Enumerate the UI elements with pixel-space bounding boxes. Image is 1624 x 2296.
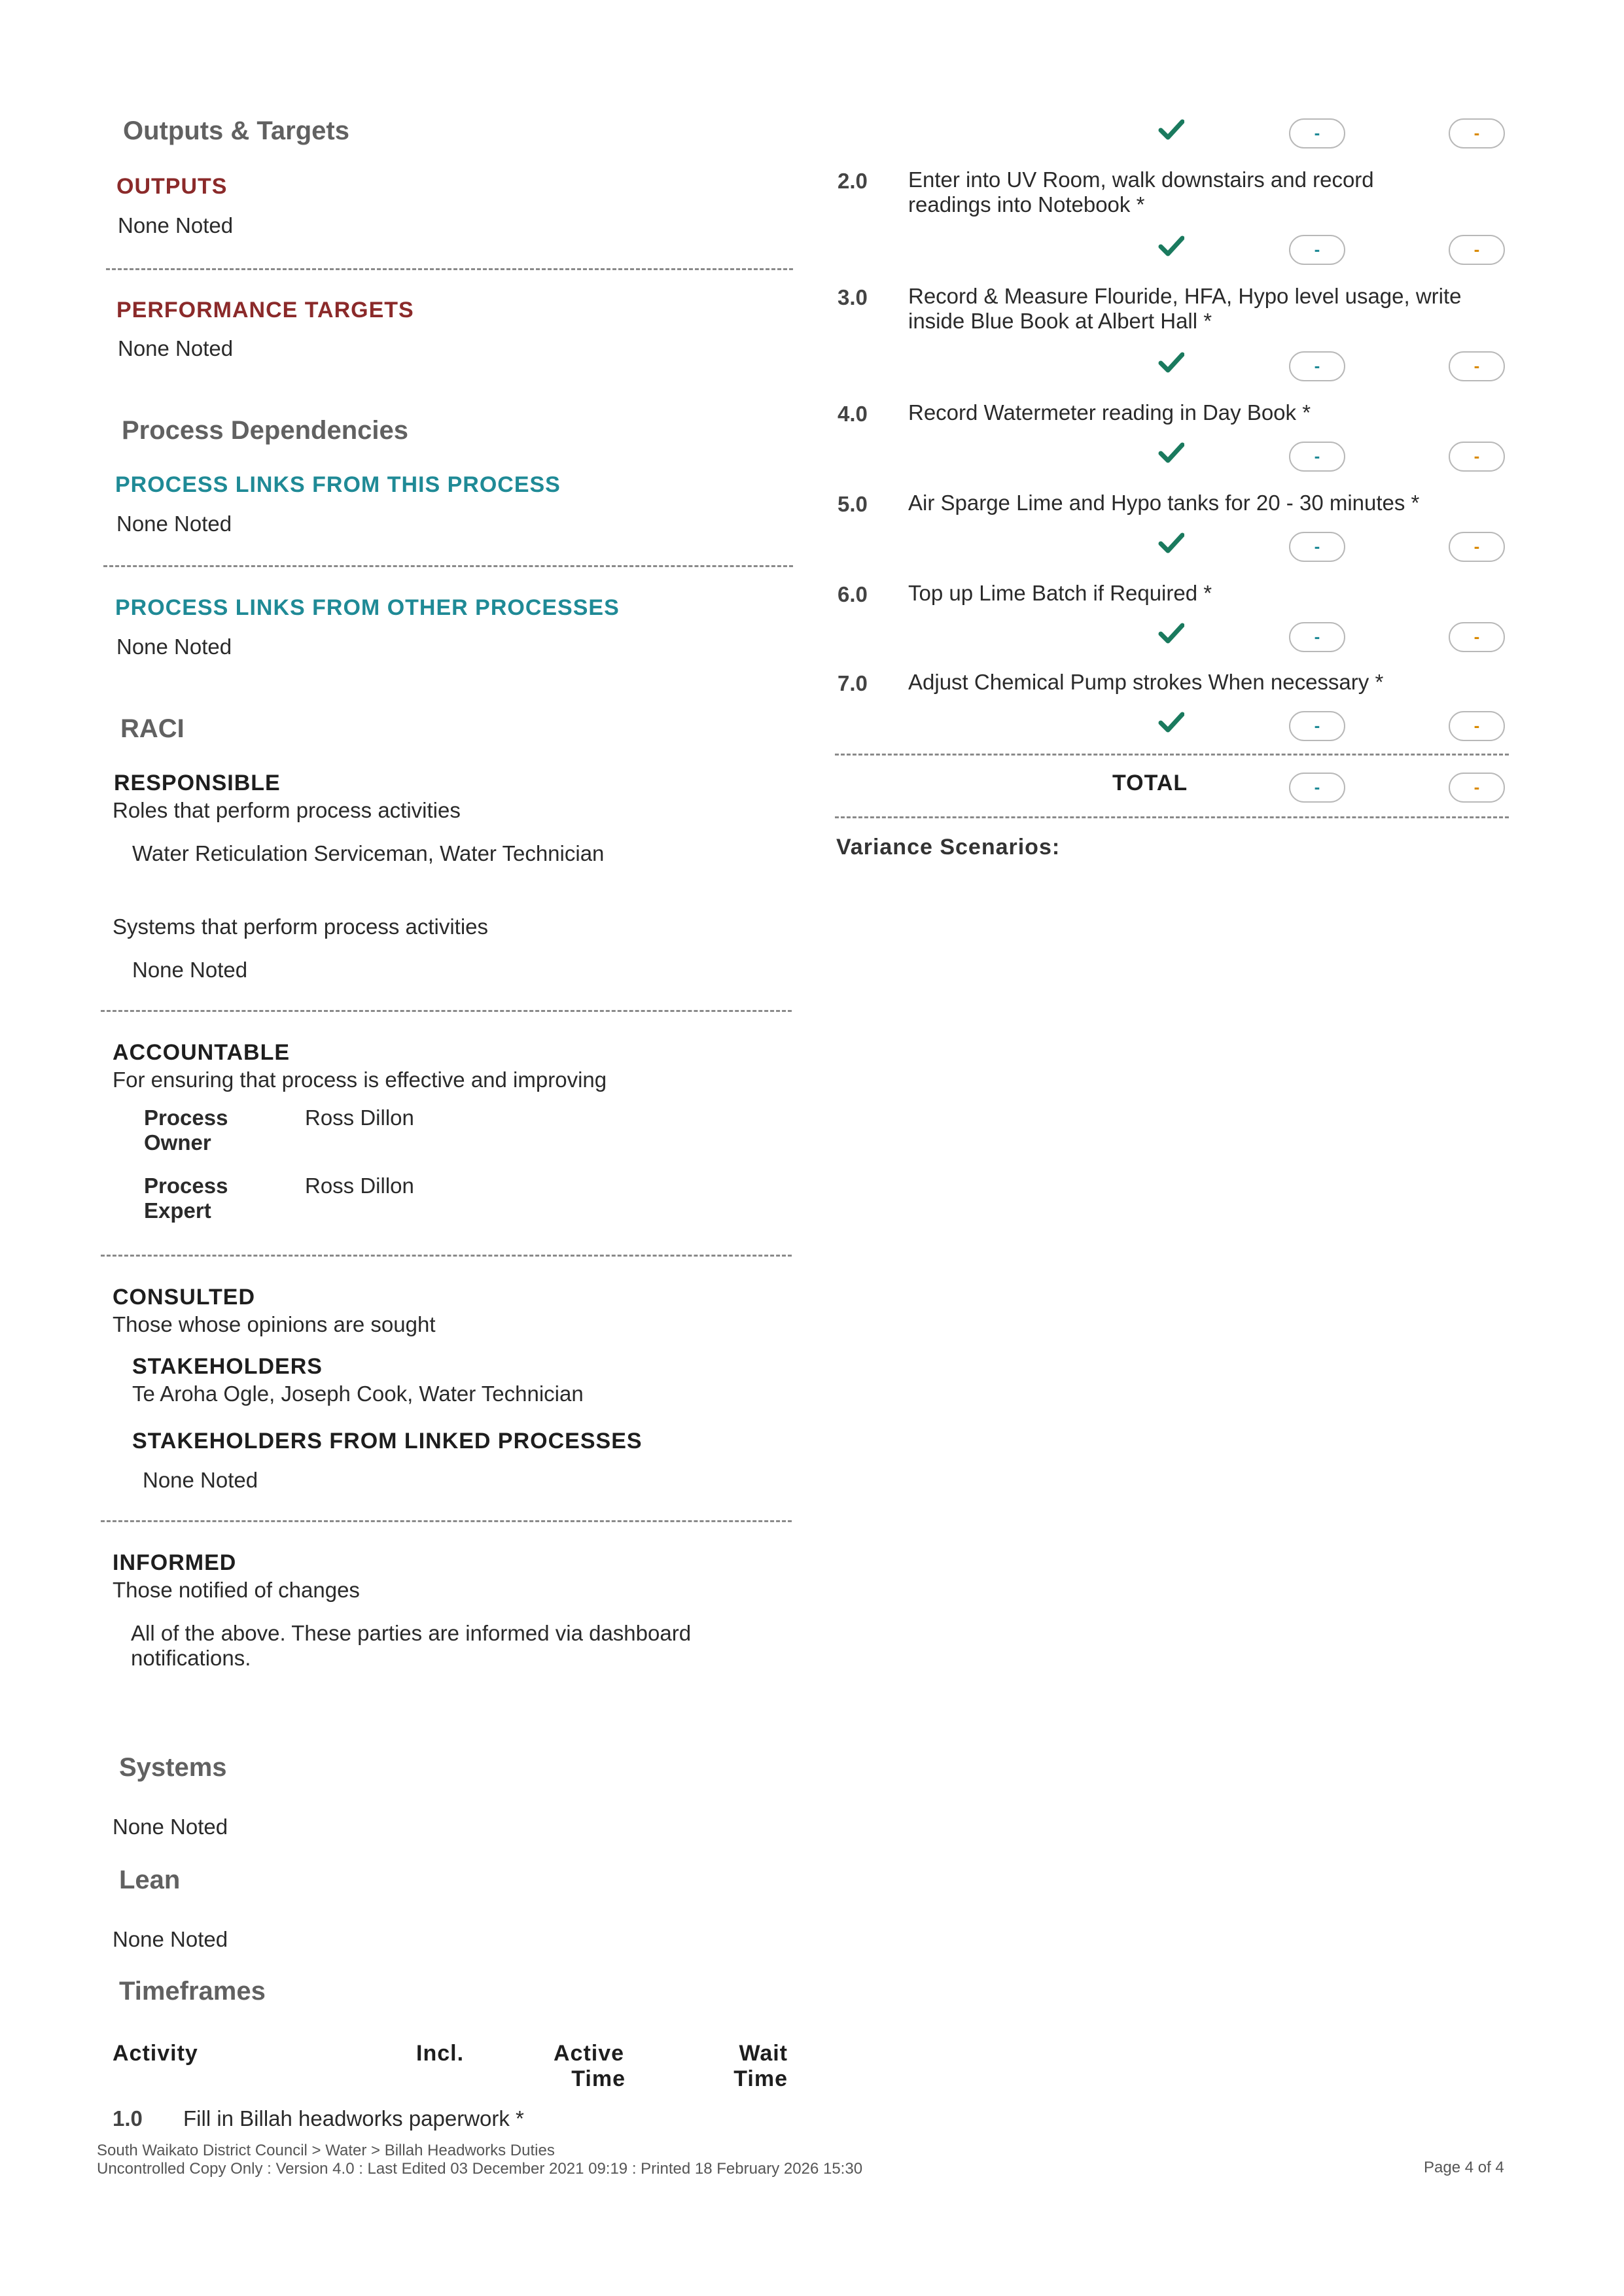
checkmark-icon xyxy=(1158,440,1184,466)
process-links-from-this-label: PROCESS LINKS FROM THIS PROCESS xyxy=(115,472,561,497)
activity-1-text: Fill in Billah headworks paperwork * xyxy=(183,2106,524,2131)
process-owner-value: Ross Dillon xyxy=(305,1105,414,1130)
total-label: TOTAL xyxy=(1112,771,1188,795)
divider xyxy=(106,268,793,270)
informed-value xyxy=(131,1621,691,1671)
informed-value-line1: All of the above. These parties are informed via dashboard xyxy=(131,1621,692,1645)
wait-time-pill: - xyxy=(1449,118,1505,148)
activity-3-number: 3.0 xyxy=(838,285,868,309)
activity-row-7-cells xyxy=(1158,709,1184,739)
outputs-value: None Noted xyxy=(118,213,234,237)
outputs-label: OUTPUTS xyxy=(116,174,228,199)
activity-row-2-cells xyxy=(1158,233,1184,262)
col-activity: Activity xyxy=(113,2041,198,2066)
active-time-pill: - xyxy=(1289,442,1345,472)
activity-5-text: Air Sparge Lime and Hypo tanks for 20 - 30 minutes * xyxy=(908,491,1420,515)
responsible-label: RESPONSIBLE xyxy=(114,771,281,795)
activity-row-5-cells xyxy=(1158,530,1184,559)
footer-version-line: Uncontrolled Copy Only : Version 4.0 : Last Edited 03 December 2021 09:19 : Printed 18 February 2026 15:30 xyxy=(97,2160,863,2178)
divider xyxy=(835,816,1509,818)
divider xyxy=(101,1010,792,1012)
accountable-desc: For ensuring that process is effective and improving xyxy=(113,1068,607,1092)
systems-heading: Systems xyxy=(119,1753,227,1782)
lean-value: None Noted xyxy=(113,1927,228,1951)
wait-time-pill: - xyxy=(1449,622,1505,652)
process-owner-label xyxy=(144,1105,228,1155)
wait-time-pill: - xyxy=(1449,532,1505,562)
responsible-systems-value: None Noted xyxy=(132,958,248,982)
checkmark-icon xyxy=(1158,530,1184,556)
responsible-systems-desc: Systems that perform process activities xyxy=(113,914,489,939)
process-links-from-this-value: None Noted xyxy=(116,512,232,536)
activity-3-line1: Record & Measure Flouride, HFA, Hypo level usage, write xyxy=(908,284,1462,308)
outputs-targets-heading: Outputs & Targets xyxy=(123,116,349,145)
process-expert-label-line1: Process xyxy=(144,1174,228,1198)
wait-time-pill: - xyxy=(1449,235,1505,265)
process-links-from-other-value: None Noted xyxy=(116,635,232,659)
performance-targets-label: PERFORMANCE TARGETS xyxy=(116,298,414,322)
activity-5-number: 5.0 xyxy=(838,492,868,516)
active-time-pill: - xyxy=(1289,532,1345,562)
stakeholders-value: Te Aroha Ogle, Joseph Cook, Water Technician xyxy=(132,1382,584,1406)
footer-page-number: Page 4 of 4 xyxy=(1424,2159,1504,2176)
activity-row-3-cells xyxy=(1158,349,1184,379)
checkmark-icon xyxy=(1158,349,1184,375)
col-active-time-line2: Time xyxy=(571,2066,626,2091)
process-expert-label xyxy=(144,1174,228,1223)
wait-time-pill: - xyxy=(1449,351,1505,381)
stakeholders-linked-value: None Noted xyxy=(143,1468,258,1492)
timeframes-heading: Timeframes xyxy=(119,1977,266,2006)
active-time-pill: - xyxy=(1289,118,1345,148)
activity-2-text xyxy=(908,167,1374,217)
activity-row-6-cells xyxy=(1158,620,1184,650)
activity-2-line1: Enter into UV Room, walk downstairs and record xyxy=(908,167,1374,192)
process-links-from-other-label: PROCESS LINKS FROM OTHER PROCESSES xyxy=(115,595,620,620)
process-dependencies-heading: Process Dependencies xyxy=(122,416,408,445)
activity-6-text: Top up Lime Batch if Required * xyxy=(908,581,1212,605)
footer-breadcrumb: South Waikato District Council > Water > Billah Headworks Duties xyxy=(97,2142,555,2159)
activity-2-number: 2.0 xyxy=(838,169,868,193)
informed-label: INFORMED xyxy=(113,1550,237,1575)
activity-7-text: Adjust Chemical Pump strokes When necessary * xyxy=(908,670,1384,694)
process-owner-label-line1: Process xyxy=(144,1105,228,1130)
activity-6-number: 6.0 xyxy=(838,582,868,606)
total-active-time-pill: - xyxy=(1289,773,1345,803)
wait-time-pill: - xyxy=(1449,711,1505,741)
total-wait-time-pill: - xyxy=(1449,773,1505,803)
col-active-time-line1: Active xyxy=(554,2041,625,2066)
activity-1-number: 1.0 xyxy=(113,2106,143,2131)
col-wait-time-line2: Time xyxy=(733,2066,788,2091)
raci-heading: RACI xyxy=(120,714,185,743)
stakeholders-label: STAKEHOLDERS xyxy=(132,1354,323,1379)
activity-4-text: Record Watermeter reading in Day Book * xyxy=(908,400,1311,425)
informed-value-line2: notifications. xyxy=(131,1646,251,1670)
process-expert-value: Ross Dillon xyxy=(305,1174,414,1198)
checkmark-icon xyxy=(1158,709,1184,735)
active-time-pill: - xyxy=(1289,351,1345,381)
performance-targets-value: None Noted xyxy=(118,336,234,360)
activity-3-text xyxy=(908,284,1462,334)
systems-value: None Noted xyxy=(113,1815,228,1839)
responsible-roles-desc: Roles that perform process activities xyxy=(113,798,461,822)
checkmark-icon xyxy=(1158,620,1184,646)
lean-heading: Lean xyxy=(119,1866,181,1894)
informed-desc: Those notified of changes xyxy=(113,1578,360,1602)
divider xyxy=(101,1520,792,1522)
col-wait-time-line1: Wait xyxy=(739,2041,788,2066)
wait-time-pill: - xyxy=(1449,442,1505,472)
col-wait-time xyxy=(720,2041,788,2092)
activity-2-line2: readings into Notebook * xyxy=(908,192,1145,217)
activity-3-line2: inside Blue Book at Albert Hall * xyxy=(908,309,1212,333)
checkmark-icon xyxy=(1158,233,1184,259)
consulted-label: CONSULTED xyxy=(113,1285,256,1310)
stakeholders-linked-label: STAKEHOLDERS FROM LINKED PROCESSES xyxy=(132,1429,643,1453)
process-owner-label-line2: Owner xyxy=(144,1130,211,1155)
variance-scenarios-label: Variance Scenarios: xyxy=(836,835,1061,860)
active-time-pill: - xyxy=(1289,235,1345,265)
accountable-label: ACCOUNTABLE xyxy=(113,1040,291,1065)
process-expert-label-line2: Expert xyxy=(144,1198,211,1223)
consulted-desc: Those whose opinions are sought xyxy=(113,1312,436,1336)
col-incl: Incl. xyxy=(416,2041,465,2066)
activity-7-number: 7.0 xyxy=(838,671,868,695)
activity-row-1-cells xyxy=(1158,116,1184,146)
activity-4-number: 4.0 xyxy=(838,402,868,426)
divider xyxy=(103,565,793,567)
col-active-time xyxy=(554,2041,626,2092)
checkmark-icon xyxy=(1158,116,1184,143)
active-time-pill: - xyxy=(1289,711,1345,741)
responsible-roles-value: Water Reticulation Serviceman, Water Technician xyxy=(132,841,605,865)
active-time-pill: - xyxy=(1289,622,1345,652)
activity-row-4-cells xyxy=(1158,440,1184,469)
divider xyxy=(101,1255,792,1257)
divider xyxy=(835,754,1509,756)
